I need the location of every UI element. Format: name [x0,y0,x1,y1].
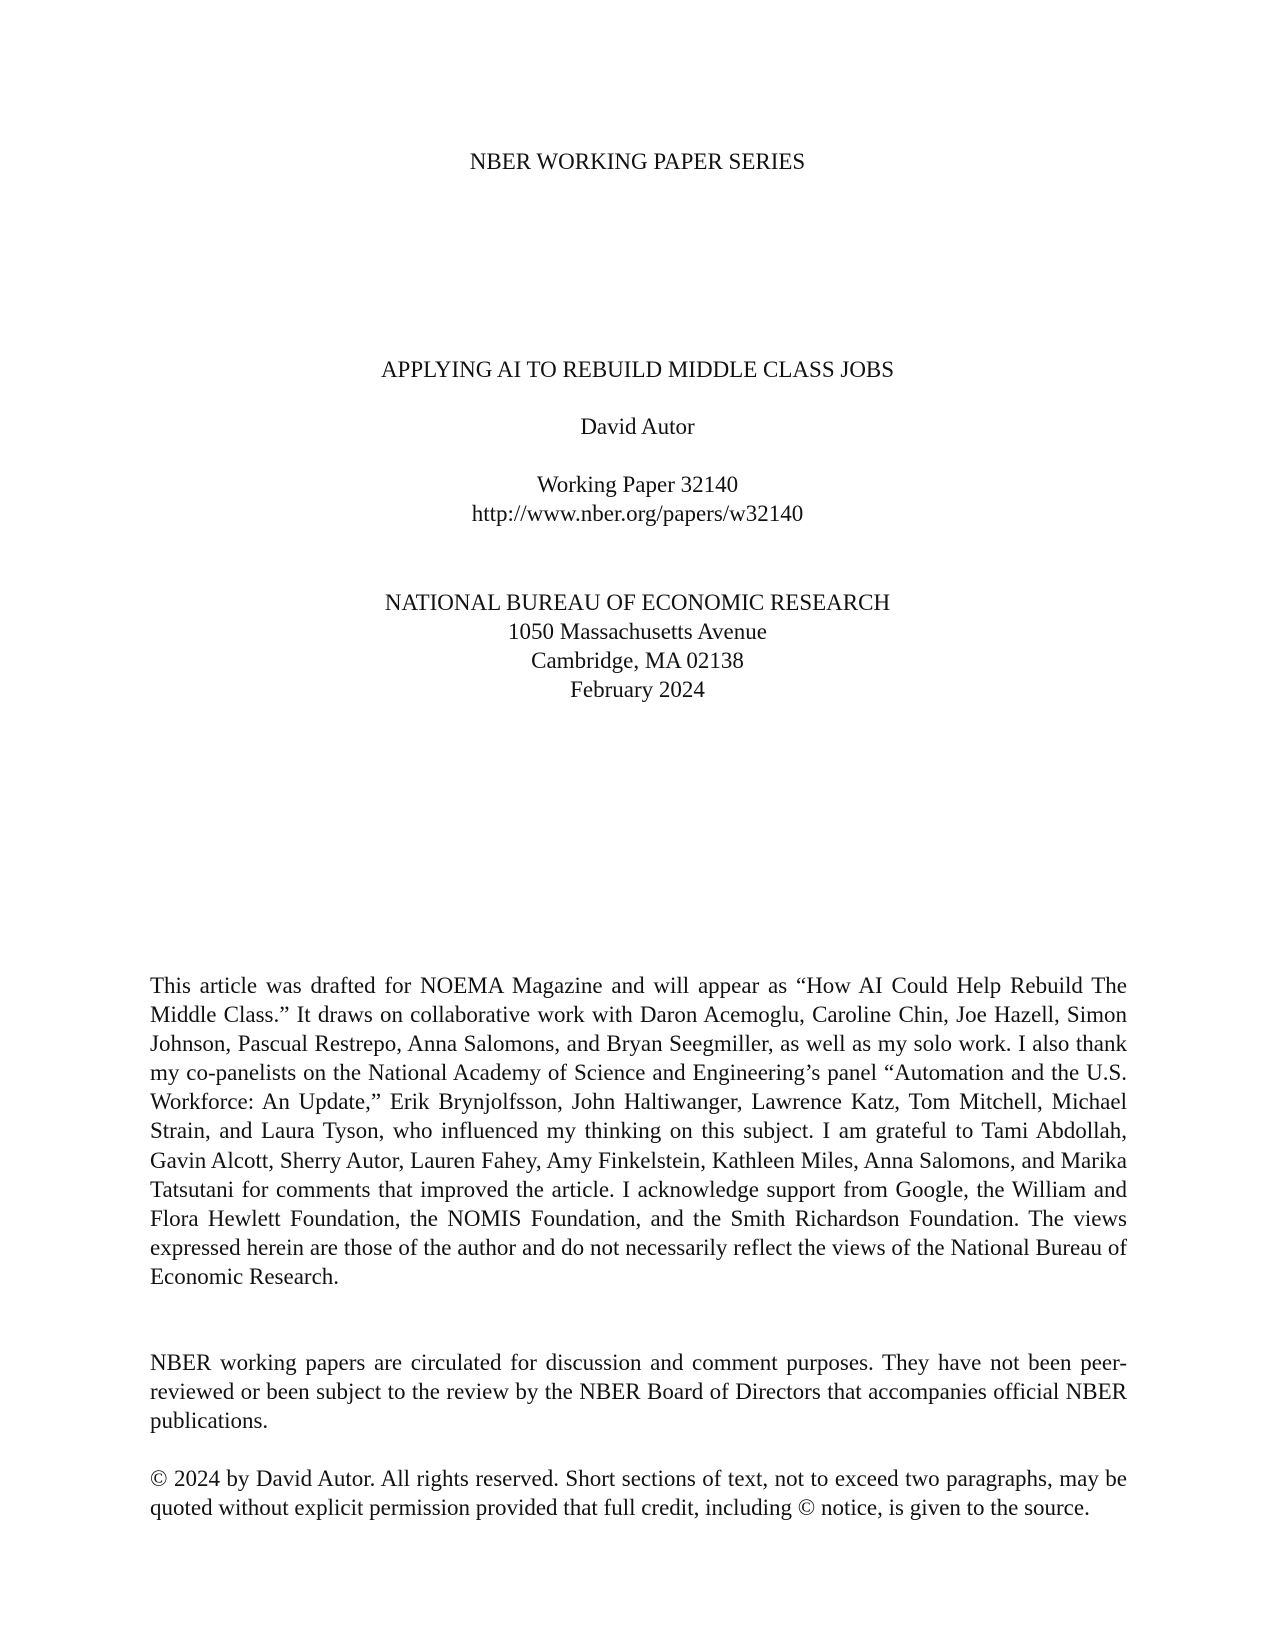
organization-city: Cambridge, MA 02138 [531,648,744,673]
working-paper-number: Working Paper 32140 [536,472,739,497]
copyright-paragraph: © 2024 by David Autor. All rights reserved. Short sections of text, not to exceed two paragraphs, may be quoted without explicit permission provided that full credit, including © notice, is given to the source. [150,1466,1127,1521]
organization-name: NATIONAL BUREAU OF ECONOMIC RESEARCH [384,590,891,615]
acknowledgment-paragraph: This article was drafted for NOEMA Magazine and will appear as “How AI Could Help Rebuild The Middle Class.” It draws on collaborative work with Daron Acemoglu, Caroline Chin, Joe Hazell, Simon Johnson, Pascual Restrepo, Anna Salomons, and Bryan Seegmiller, as well as my solo work. I also thank my co-panelists on the National Academy of Science and Engineering’s panel “Automation and the U.S. Workforce: An Update,” Erik Brynjolfsson, John Haltiwanger, Lawrence Katz, Tom Mitchell, Michael Strain, and Laura Tyson, who influenced my thinking on this subject. I am grateful to Tami Abdollah, Gavin Alcott, Sherry Autor, Lauren Fahey, Amy Finkelstein, Kathleen Miles, Anna Salomons, and Marika Tatsutani for comments that improved the article. I acknowledge support from Google, the William and Flora Hewlett Foundation, the NOMIS Foundation, and the Smith Richardson Foundation. The views expressed herein are those of the author and do not necessarily reflect the views of the National Bureau of Economic Research. [150,973,1127,1289]
paper-url-link[interactable]: http://www.nber.org/papers/w32140 [471,501,804,526]
series-heading: NBER WORKING PAPER SERIES [469,149,806,174]
author-name: David Autor [580,414,695,439]
nber-disclaimer-paragraph: NBER working papers are circulated for discussion and comment purposes. They have not been peer-reviewed or been subject to the review by the NBER Board of Directors that accompanies official NBER publications. [150,1350,1127,1434]
publication-date: February 2024 [570,677,705,702]
organization-street: 1050 Massachusetts Avenue [508,619,767,644]
paper-title: APPLYING AI TO REBUILD MIDDLE CLASS JOBS [380,357,895,382]
